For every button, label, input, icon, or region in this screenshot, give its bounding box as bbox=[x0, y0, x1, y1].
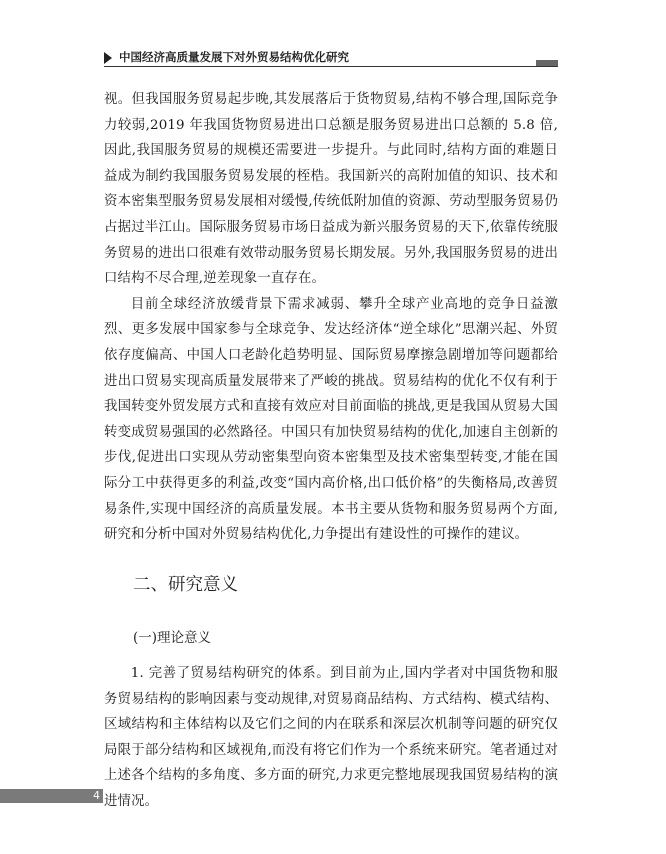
running-title: 中国经济高质量发展下对外贸易结构优化研究 bbox=[119, 50, 349, 64]
header-triangle-icon bbox=[104, 52, 112, 64]
header-tab-mark bbox=[536, 60, 558, 66]
paragraph: 1. 完善了贸易结构研究的体系。到目前为止,国内学者对中国货物和服务贸易结构的影响因素与变动规律,对贸易商品结构、方式结构、模式结构、区域结构和主体结构以及它们之间的内在联系和深层次机制等问题的研究仅局限于部分结构和区域视角,而没有将它们作为一个系统来研究。笔者通过对上述各个结构的多角度、多方面的研究,力求更完整地展现我国贸易结构的演进情况。 bbox=[104, 666, 558, 809]
page-number: 4 bbox=[93, 789, 100, 802]
section-heading: 二、研究意义 bbox=[133, 575, 238, 595]
paragraph: 目前全球经济放缓背景下需求减弱、攀升全球产业高地的竞争日益激烈、更多发展中国家参与全球竞争、发达经济体“逆全球化”思潮兴起、外贸依存度偏高、中国人口老龄化趋势明显、国际贸易摩擦急剧增加等问题都给进出口贸易实现高质量发展带来了严峻的挑战。贸易结构的优化不仅有利于我国转变外贸发展方式和直接有效应对目前面临的挑战,更是我国从贸易大国转变成贸易强国的必然路径。中国只有加快贸易结构的优化,加速自主创新的步伐,促进出口实现从劳动密集型向资本密集型及技术密集型转变,才能在国际分工中获得更多的利益,改变“国内高价格,出口低价格”的失衡格局,改善贸易条件,实现中国经济的高质量发展。本书主要从货物和服务贸易两个方面,研究和分析中国对外贸易结构优化,力争提出有建设性的可操作的建议。 bbox=[104, 296, 558, 543]
running-header bbox=[104, 47, 558, 67]
body-text bbox=[104, 87, 558, 548]
body-text-section bbox=[104, 661, 558, 815]
header-rule bbox=[104, 66, 558, 67]
paragraph-continued: 视。但我国服务贸易起步晚,其发展落后于货物贸易,结构不够合理,国际竞争力较弱,2019 年我国货物贸易进出口总额是服务贸易进出口总额的 5.8 倍,因此,我国服务贸易的规模还需要进一步提升。与此同时,结构方面的难题日益成为制约我国服务贸易发展的桎梏。我国新兴的高附加值的知识、技术和资本密集型服务贸易发展相对缓慢,传统低附加值的资源、劳动型服务贸易仍占据过半江山。国际服务贸易市场日益成为新兴服务贸易的天下,依靠传统服务贸易的进出口很难有效带动服务贸易长期发展。另外,我国服务贸易的进出口结构不尽合理,逆差现象一直存在。 bbox=[104, 92, 558, 287]
subsection-heading: (一)理论意义 bbox=[133, 630, 212, 646]
